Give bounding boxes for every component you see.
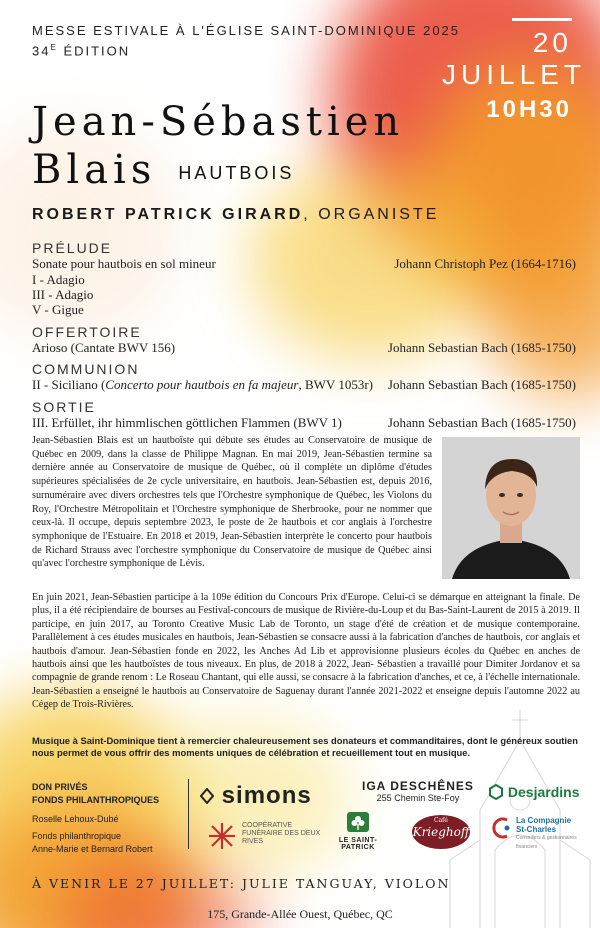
prelude-title: PRÉLUDE [32, 240, 113, 256]
iga-name: IGA DESCHÊNES [362, 779, 474, 793]
communion-title: COMMUNION [32, 361, 140, 377]
bio-paragraph-1: Jean-Sébastien Blais est un hautboïste qui débute ses études au Conservatoire de musique de Québec en 2009, dans la classe de Philippe Magnan. En mai 2019, Jean-Sébastien termine sa dernière année au Conservatoire de musique de Québec, où il complète un diplôme d'études supérieures spécialisées de 2e cycle universitaire, en hautbois. Jean-Sébastien est, depuis 2016, surnuméraire avec divers orchestres tels que l'Orchestre symphonique de Québec, les Violons du Roy, l'Orchestre Métropolitain et l'Orchestre symphonique de Sherbrooke, pour ne nommer que ceux-là. Il occupe, depuis septembre 2023, le poste de 2e hautbois et cor anglais à l'orchestre symphonique de l'Estuaire. En 2018 et 2019, Jean-Sébastien interprète le concerto pour hautbois de Richard Strauss avec l'orchestre symphonique du Conservatoire de musique de Québec ainsi qu'avec l'orchestre symphonique de Lévis. [32, 435, 432, 570]
performer-instrument: HAUTBOIS [178, 163, 295, 183]
sortie-title: SORTIE [32, 399, 96, 415]
simons-leaf-icon [200, 788, 214, 804]
event-header [32, 22, 460, 59]
organist-line [32, 206, 439, 224]
date-box [442, 18, 586, 125]
krieghoff-text: Krieghoff [412, 825, 470, 839]
compagnie-st-charles-logo [490, 816, 577, 850]
organist-role: , ORGANISTE [303, 206, 440, 223]
program-sortie [32, 399, 576, 431]
communion-work: II - Siciliano (Concerto pour hautbois en fa majeur, BWV 1053r) [32, 377, 373, 392]
donor-name: Roselle Lehoux-Dubé [32, 814, 119, 824]
prelude-movement: I - Adagio [32, 272, 85, 287]
coop-logo [206, 820, 321, 857]
fund-label: Fonds philanthropique [32, 831, 122, 841]
edition-number: 34 [32, 43, 51, 59]
sponsor-divider [188, 779, 189, 849]
edition-superscript: E [50, 43, 58, 52]
fund-names: Anne-Marie et Bernard Robert [32, 844, 153, 854]
date-month: JUILLET [442, 59, 586, 90]
program-communion [32, 361, 576, 393]
simons-text: simons [221, 782, 312, 809]
saint-patrick-shamrock-icon [347, 812, 369, 832]
organist-name: ROBERT PATRICK GIRARD [32, 206, 304, 223]
desjardins-logo [488, 784, 579, 800]
funds-heading: FONDS PHILANTHROPIQUES [32, 795, 160, 805]
venue-address: 175, Grande-Allée Ouest, Québec, QC [207, 907, 393, 921]
prelude-movement: V - Gigue [32, 302, 84, 317]
date-divider [512, 18, 572, 21]
bio-paragraph-2: En juin 2021, Jean-Sébastien participe à la 109e édition du Concours Prix d'Europe. Celui-ci se démarque en atteignant la finale. De plus, il a été récipiendaire de bourses au Festival-concours de musique de Rivière-du-Loup et du Bas-Saint-Laurent de 2015 à 2019. Il participe, en juin 2017, au Toronto Creative Music Lab de Toronto, un stage d'été de création et de musique contemporaine. Parallèlement à ces études musicales en hautbois, Jean-Sébastien se consacre aussi à la fabrication d'anches de hautbois, cor anglais et hautbois d'amour. Jean-Sébastien fonde en 2022, les Anches Ad Lib et approvisionne plusieurs écoles du Québec en anches de hautbois ainsi que les hautboïstes de tous niveaux. En plus, de 2018 à 2022, Jean- Sébastien a travaillé pour Dimiter Jordanov et sa compagnie de grande renom : Le Roseau Chantant, qui elle aussi, se consacre à la fabrication d'anches, et ce, à l'échelle internationale. Jean-Sébastien a enseigné le hautbois au Conservatoire de Saguenay durant l'année 2021-2022 et enseigne depuis l'automne 2022 au Cégep de Trois-Rivières. [32, 592, 580, 711]
offertoire-title: OFFERTOIRE [32, 324, 142, 340]
prelude-composer: Johann Christoph Pez (1664-1716) [394, 256, 576, 271]
program-prelude [32, 240, 576, 317]
lcsc-subtext: Conseillers & gestionnaires financiers [516, 835, 577, 850]
krieghoff-logo [412, 815, 470, 849]
prelude-work: Sonate pour hautbois en sol mineur [32, 256, 216, 271]
saint-patrick-logo [325, 812, 391, 851]
thanks-message: Musique à Saint-Dominique tient à remercier chaleureusement ses donateurs et commanditaires, dont le généreux soutien nous permet de vous offrir des moments uniques de célébration et recueillement tout en musique. [32, 735, 578, 758]
performer-last-name: Blais [32, 147, 157, 193]
date-day: 20 [532, 27, 572, 58]
coop-text: COOPÉRATIVE FUNÉRAIRE DES DEUX RIVES [242, 822, 321, 845]
iga-logo [362, 779, 474, 803]
saint-patrick-text: LE SAINT-PATRICK [338, 837, 378, 851]
offertoire-composer: Johann Sebastian Bach (1685-1750) [387, 340, 576, 355]
sortie-composer: Johann Sebastian Bach (1685-1750) [387, 415, 576, 430]
simons-logo [200, 782, 312, 810]
edition [32, 39, 460, 59]
performer-name [32, 98, 404, 197]
edition-word: ÉDITION [63, 43, 131, 59]
performer-photo [442, 437, 580, 579]
prelude-movement: III - Adagio [32, 287, 94, 302]
sortie-work: III. Erfüllet, ihr himmlischen göttlichen Flammen (BWV 1) [32, 415, 342, 430]
krieghoff-cafe: Café [434, 817, 448, 824]
performer-first-name: Jean-Sébastien [32, 99, 405, 145]
desjardins-hexagon-icon [488, 784, 504, 800]
donors-block [32, 781, 182, 856]
desjardins-text: Desjardins [507, 784, 580, 800]
offertoire-work: Arioso (Cantate BWV 156) [32, 340, 176, 355]
lcsc-text: La Compagnie St-Charles [516, 816, 572, 834]
event-title: MESSE ESTIVALE À L'ÉGLISE SAINT-DOMINIQUE 2025 [32, 23, 461, 38]
coop-sun-icon [206, 820, 238, 852]
iga-address: 255 Chemin Ste-Foy [376, 793, 460, 803]
program-offertoire [32, 324, 576, 356]
date-time: 10H30 [486, 96, 572, 123]
compagnie-st-charles-c-icon [490, 816, 512, 840]
upcoming-event: À VENIR LE 27 JUILLET: JULIE TANGUAY, VIOLON [32, 876, 451, 891]
donors-heading: DON PRIVÉS [32, 782, 88, 792]
communion-composer: Johann Sebastian Bach (1685-1750) [387, 377, 576, 392]
